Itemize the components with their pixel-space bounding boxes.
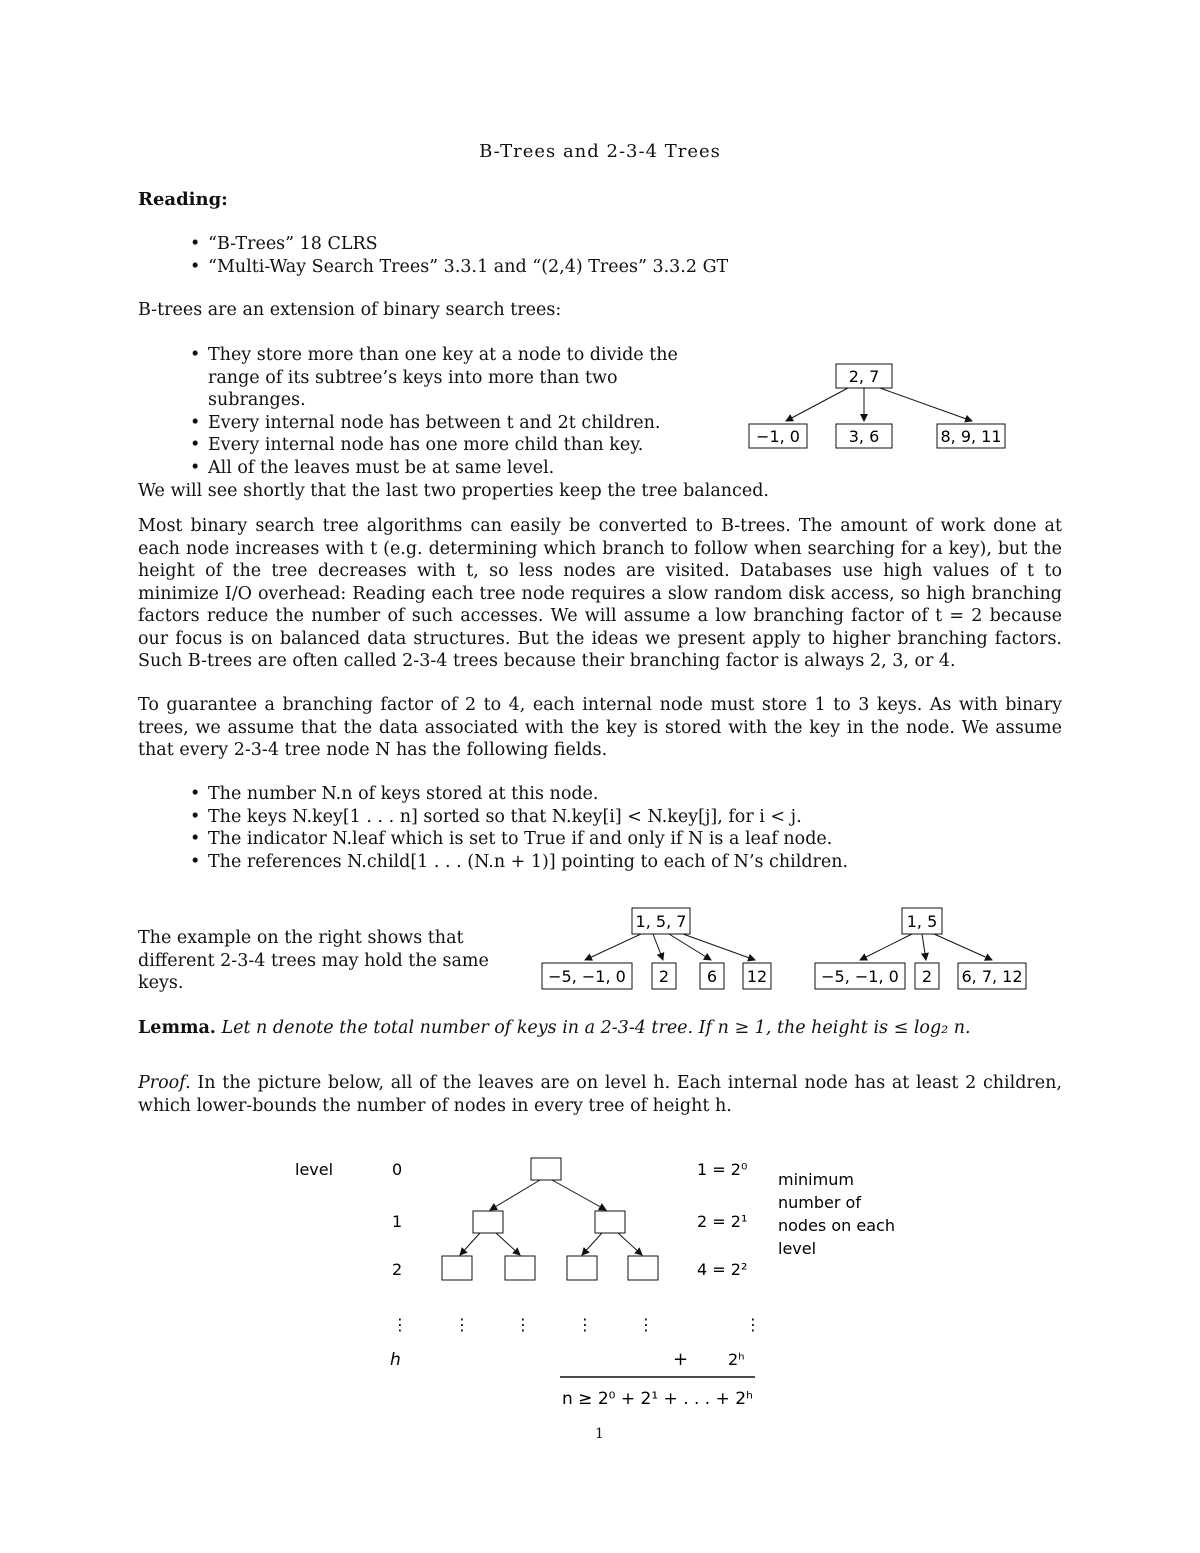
tree-node-label: 2 [921, 967, 933, 986]
column-dots: ⋮ [638, 1315, 654, 1334]
sum-plus: + [673, 1349, 689, 1370]
level-label: level [295, 1160, 334, 1179]
diagram-node [567, 1256, 597, 1280]
tree-node-label: 3, 6 [848, 427, 880, 446]
diagram-edge [460, 1233, 480, 1255]
property-item: • Every internal node has between t and 2t children. [190, 412, 700, 435]
diagram-node [595, 1211, 625, 1233]
level-count: 1 = 2⁰ [697, 1160, 748, 1179]
level-count: 2 = 2¹ [697, 1212, 748, 1231]
tree-diagram-2 [535, 900, 785, 995]
diagram-edge [496, 1233, 520, 1255]
diagram-note-line: level [778, 1239, 817, 1258]
level-count-dots: ⋮ [745, 1315, 761, 1334]
properties-list [190, 344, 700, 479]
level-count: 4 = 2² [697, 1260, 748, 1279]
level-count-h: 2ʰ [728, 1350, 745, 1369]
column-dots: ⋮ [454, 1315, 470, 1334]
tree-diagram-1 [740, 355, 1020, 455]
tree-node-label: 1, 5 [906, 912, 938, 931]
paragraph-most: Most binary search tree algorithms can easily be converted to B-trees. The amount of work done at each node increases with t (e.g. determining which branch to follow when searching for a key), but the height of the tree decreases with t, so less nodes are visited. Databases use high values of t to minimize I/O overhead: Reading each tree node requires a slow random disk access, so high branching factors reduce the number of such accesses. We will assume a low branching factor of t = 2 because our focus is on balanced data structures. But the ideas we present apply to higher branching factors. Such B-trees are often called 2-3-4 trees because their branching factor is always 2, 3, or 4. [138, 516, 1062, 671]
tree-edge [653, 934, 663, 960]
example-text: The example on the right shows that different 2-3-4 trees may hold the same keys. [138, 928, 489, 993]
balanced-note: We will see shortly that the last two properties keep the tree balanced. [138, 481, 769, 501]
tree-edge [880, 388, 972, 421]
tree-node-label: −5, −1, 0 [821, 967, 899, 986]
tree-node-label: 6 [706, 967, 718, 986]
page-number: 1 [595, 1426, 604, 1442]
tree-node-label: −1, 0 [756, 427, 800, 446]
lemma-label: Lemma. [138, 1018, 216, 1038]
diagram-node [473, 1211, 503, 1233]
diagram-node [531, 1158, 561, 1180]
reading-heading: Reading: [138, 189, 228, 210]
field-item: • The indicator N.leaf which is set to True if and only if N is a leaf node. [190, 828, 1050, 851]
property-item: • They store more than one key at a node to divide the range of its subtree’s keys into more than two subranges. [190, 344, 700, 412]
fields-list [190, 783, 1050, 873]
level-number-h: h [390, 1350, 401, 1370]
level-dots: ⋮ [392, 1315, 408, 1334]
lemma-statement: Let n denote the total number of keys in a 2-3-4 tree. If n ≥ 1, the height is ≤ log₂ n. [221, 1018, 971, 1038]
level-number: 2 [392, 1260, 403, 1279]
level-diagram [280, 1150, 940, 1420]
diagram-edge [552, 1180, 606, 1210]
tree-edge [934, 934, 992, 960]
paragraph-guarantee: To guarantee a branching factor of 2 to 4, each internal node must store 1 to 3 keys. As with binary trees, we assume that the data associated with the key is stored with the key in the node. We assume that every 2-3-4 tree node N has the following fields. [138, 695, 1062, 760]
intro-text: B-trees are an extension of binary search trees: [138, 300, 562, 320]
tree-node-label: 12 [746, 967, 768, 986]
tree-node-label: −5, −1, 0 [548, 967, 626, 986]
tree-edge [860, 934, 912, 960]
tree-node-label: 6, 7, 12 [961, 967, 1023, 986]
proof-text: In the picture below, all of the leaves are on level h. Each internal node has at least 2 children, which lower-bounds the number of nodes in every tree of height h. [138, 1073, 1062, 1116]
diagram-note-line: nodes on each [778, 1216, 895, 1235]
column-dots: ⋮ [515, 1315, 531, 1334]
reading-item: • “B-Trees” 18 CLRS [190, 233, 810, 256]
proof-label: Proof. [138, 1073, 191, 1093]
column-dots: ⋮ [577, 1315, 593, 1334]
tree-edge [683, 934, 755, 960]
property-item: • Every internal node has one more child than key. [190, 434, 700, 457]
field-item: • The keys N.key[1 . . . n] sorted so that N.key[i] < N.key[j], for i < j. [190, 806, 1050, 829]
sum-inequality: n ≥ 2⁰ + 2¹ + . . . + 2ʰ [562, 1389, 753, 1409]
page-title: B-Trees and 2-3-4 Trees [479, 141, 721, 162]
tree-edge [786, 388, 848, 421]
diagram-node [628, 1256, 658, 1280]
lemma [138, 1017, 1062, 1040]
reading-item: • “Multi-Way Search Trees” 3.3.1 and “(2,4) Trees” 3.3.2 GT [190, 256, 810, 279]
diagram-edge [490, 1180, 540, 1210]
diagram-note-line: number of [778, 1193, 861, 1212]
tree-node-label: 2, 7 [848, 367, 880, 386]
level-number: 1 [392, 1212, 403, 1231]
tree-node-label: 8, 9, 11 [940, 427, 1002, 446]
diagram-edge [618, 1233, 642, 1255]
property-item: • All of the leaves must be at same level. [190, 457, 700, 480]
diagram-node [442, 1256, 472, 1280]
diagram-note-line: minimum [778, 1170, 854, 1189]
tree-edge [669, 934, 711, 960]
level-number: 0 [392, 1160, 403, 1179]
diagram-edge [582, 1233, 602, 1255]
reading-list [190, 233, 810, 278]
tree-diagram-3 [808, 900, 1048, 995]
field-item: • The number N.n of keys stored at this node. [190, 783, 1050, 806]
tree-edge [585, 934, 641, 960]
proof [138, 1072, 1062, 1117]
tree-node-label: 1, 5, 7 [635, 912, 687, 931]
diagram-node [505, 1256, 535, 1280]
field-item: • The references N.child[1 . . . (N.n + 1)] pointing to each of N’s children. [190, 851, 1050, 874]
tree-edge [922, 934, 926, 960]
tree-node-label: 2 [658, 967, 670, 986]
